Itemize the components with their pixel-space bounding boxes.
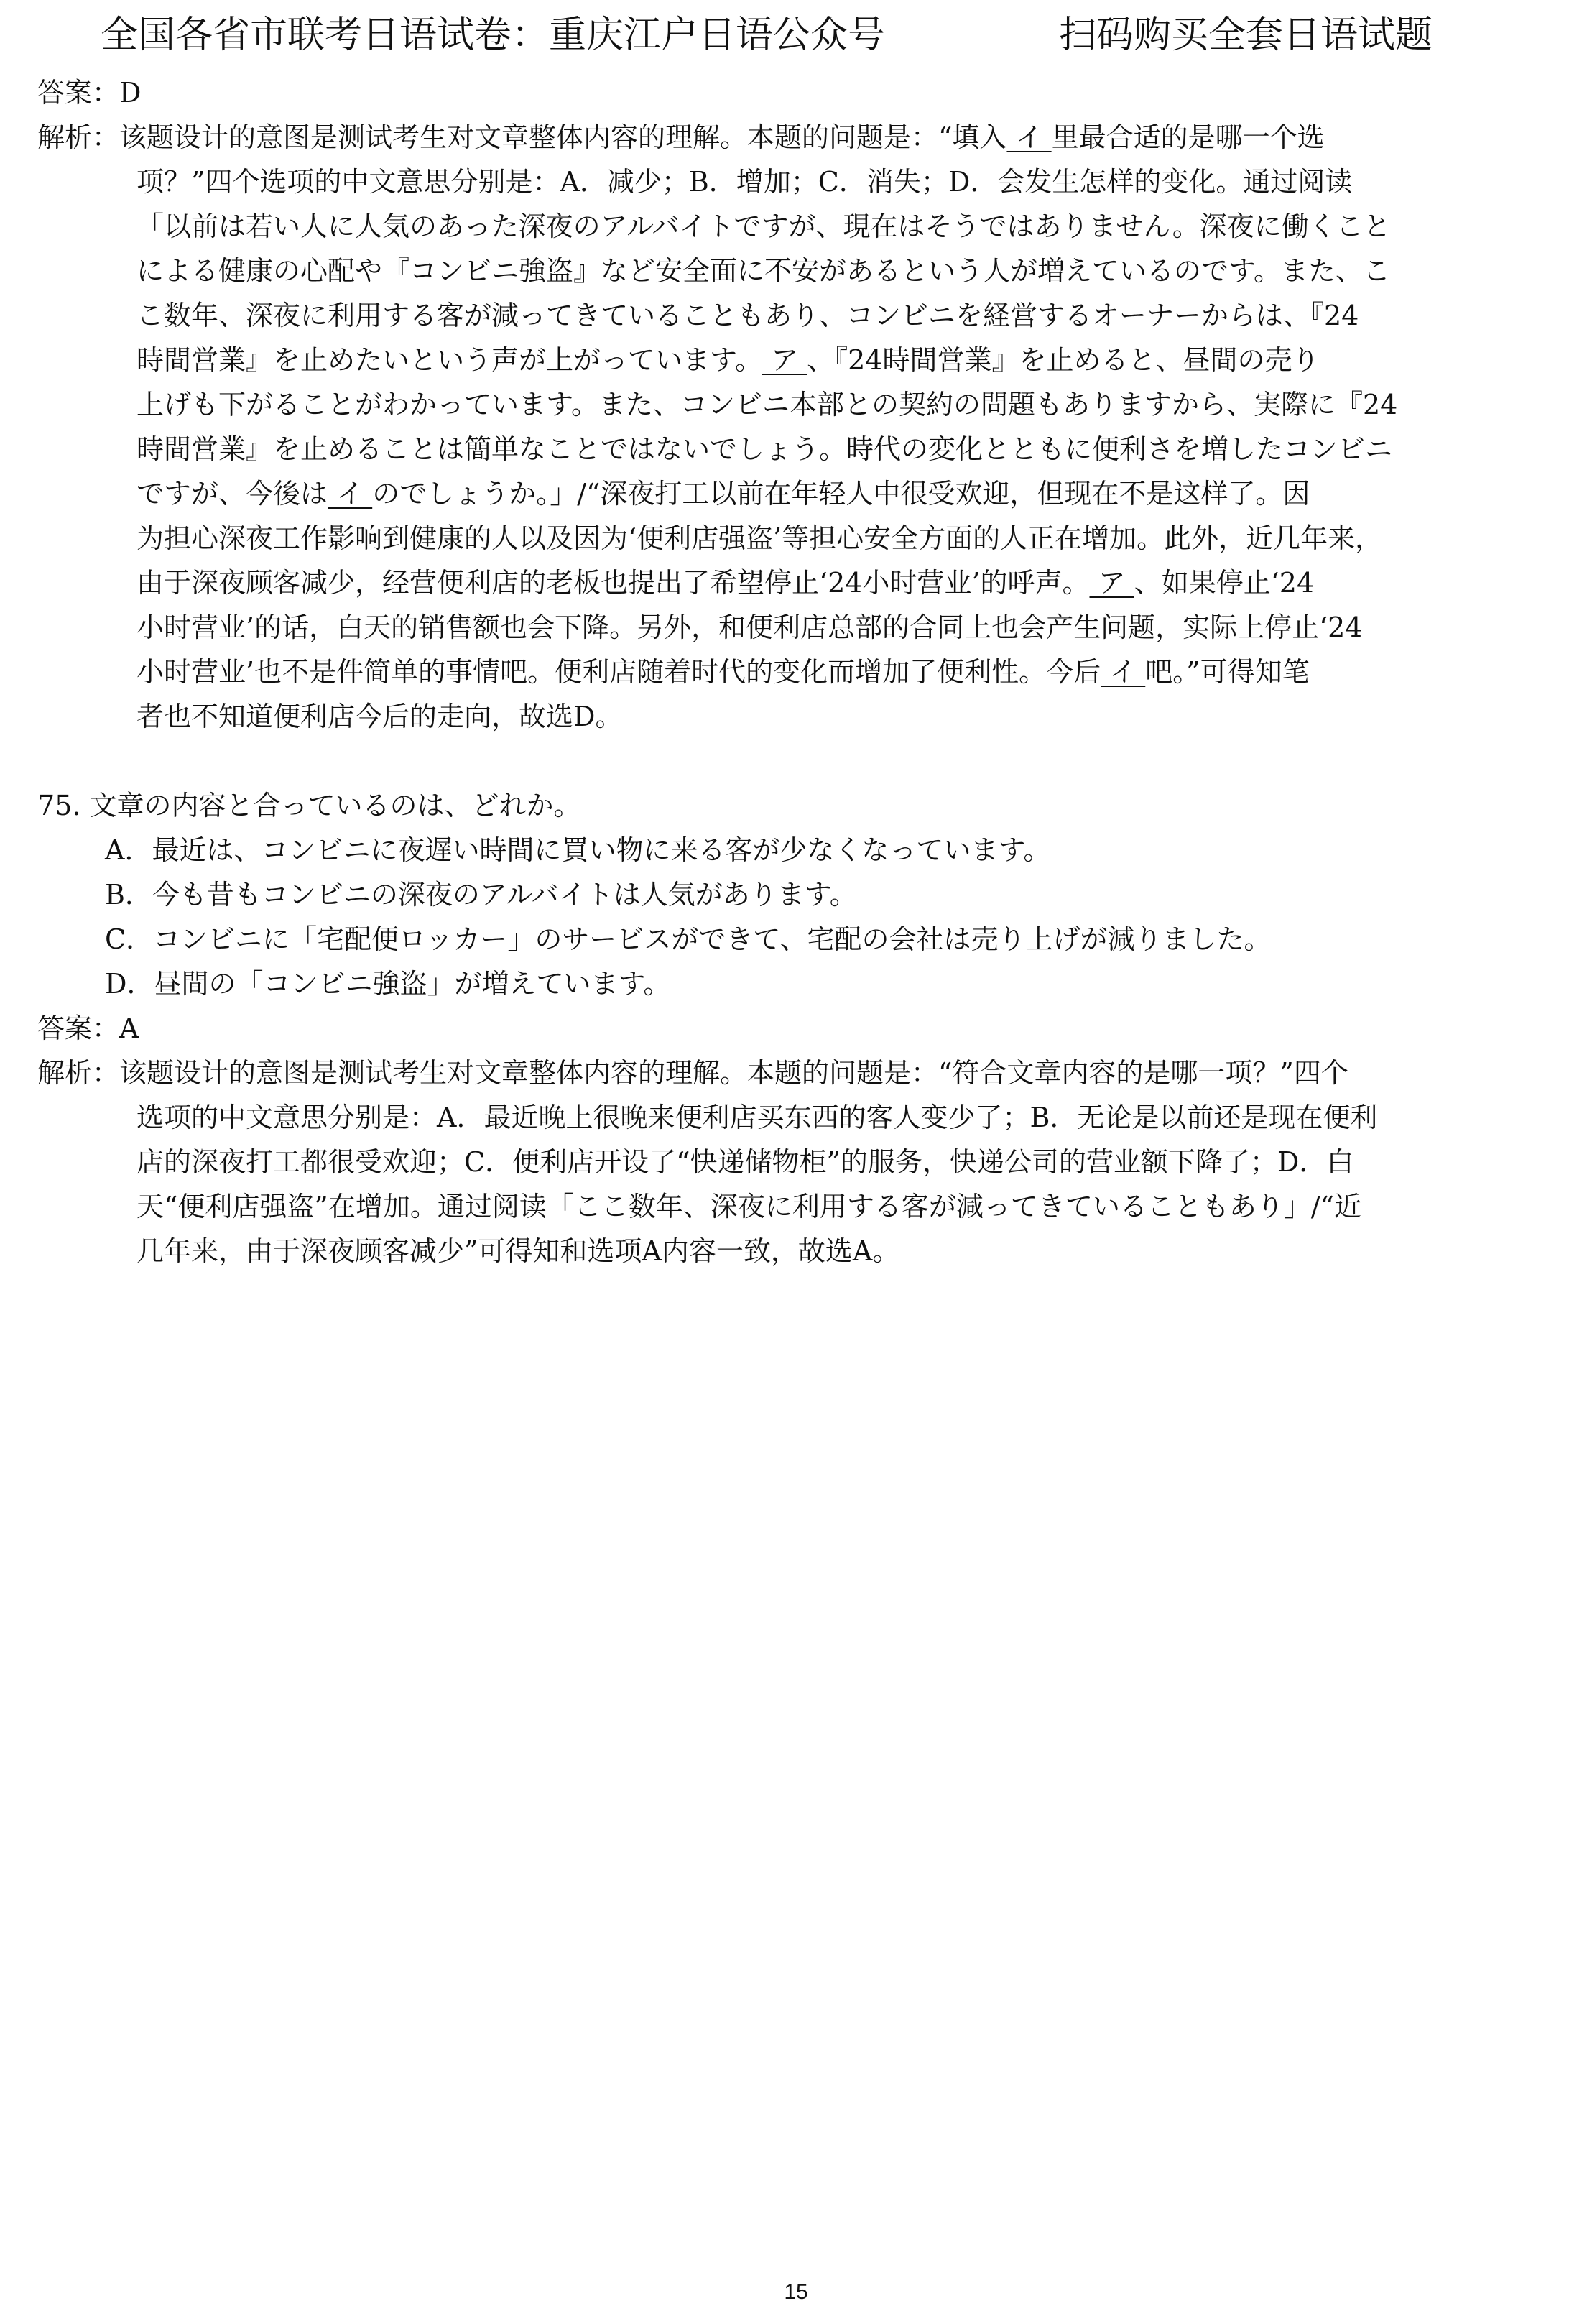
blank-i: イ xyxy=(328,478,373,509)
explanation-line xyxy=(37,561,1560,605)
text-run: 、『24時間営業』を止めると、昼間の売り xyxy=(807,344,1320,376)
explanation-line: 解析：该题设计的意图是测试考生对文章整体内容的理解。本题的问题是：“符合文章内容的是哪一项？”四个 xyxy=(37,1057,1348,1089)
explanation-line: 上げも下がることがわかっています。また、コンビニ本部との契約の問題もありますから、実際に『24 xyxy=(136,389,1398,420)
blank-i: イ xyxy=(1101,656,1146,688)
text-run: 吧。”可得知笔 xyxy=(1145,656,1310,688)
explanation-line xyxy=(37,115,1560,160)
text-run: 、如果停止‘24 xyxy=(1134,567,1315,599)
explanation-line: 店的深夜打工都很受欢迎；C．便利店开设了“快递储物柜”的服务，快递公司的营业额下降了；D．白 xyxy=(136,1146,1354,1178)
text-run: 時間営業』を止めたいという声が上がっています。 xyxy=(136,344,762,376)
q74-answer: 答案：D xyxy=(37,77,142,109)
q74-explanation xyxy=(37,115,1560,739)
explanation-line: 「以前は若い人に人気のあった深夜のアルバイトですが、現在はそうではありません。深夜に働くこと xyxy=(136,211,1391,242)
section-spacer xyxy=(37,739,1560,783)
explanation-line: 几年来，由于深夜顾客减少”可得知和选项A内容一致，故选A。 xyxy=(136,1235,900,1267)
explanation-line xyxy=(37,338,1560,382)
explanation-line: 为担心深夜工作影响到健康的人以及因为‘便利店强盗’等担心安全方面的人正在增加。此外，近几年来， xyxy=(136,522,1383,554)
page-number: 15 xyxy=(784,2280,808,2304)
explanation-line: 项？”四个选项的中文意思分别是：A．减少；B．增加；C．消失；D．会发生怎样的变化。通过阅读 xyxy=(136,166,1353,198)
explanation-line: 选项的中文意思分别是：A．最近晚上很晚来便利店买东西的客人变少了；B．无论是以前还是现在便利 xyxy=(136,1102,1378,1133)
q75-option-c: C．コンビニに「宅配便ロッカー」のサービスができて、宅配の会社は売り上げが減りました。 xyxy=(105,923,1272,955)
explanation-line: 天“便利店强盗”在增加。通过阅读「ここ数年、深夜に利用する客が減ってきていることもあり」/“近 xyxy=(136,1191,1362,1222)
text-run: 解析：该题设计的意图是测试考生对文章整体内容的理解。本题的问题是：“填入 xyxy=(37,121,1007,153)
blank-i: イ xyxy=(1006,121,1052,153)
explanation-line xyxy=(37,650,1560,694)
explanation-line xyxy=(37,471,1560,516)
explanation-line: 時間営業』を止めることは簡単なことではないでしょう。時代の変化とともに便利さを増したコンビニ xyxy=(136,433,1393,465)
text-run: のでしょうか。」/“深夜打工以前在年轻人中很受欢迎，但现在不是这样了。因 xyxy=(372,478,1310,509)
explanation-line: 小时营业’的话，白天的销售额也会下降。另外，和便利店总部的合同上也会产生问题，实际上停止‘24 xyxy=(136,612,1363,643)
q75-option-d: D．昼間の「コンビニ強盗」が増えています。 xyxy=(105,968,671,1000)
explanation-line: による健康の心配や『コンビニ強盗』など安全面に不安があるという人が増えているのです。また、こ xyxy=(136,255,1390,287)
blank-a: ア xyxy=(762,344,807,376)
header-title: 全国各省市联考日语试卷：重庆江户日语公众号 xyxy=(101,14,886,57)
q75-question: 75. 文章の内容と合っているのは、どれか。 xyxy=(37,790,581,821)
text-run: 里最合适的是哪一个选 xyxy=(1051,121,1325,153)
text-run: 由于深夜顾客减少，经营便利店的老板也提出了希望停止‘24小时营业’的呼声。 xyxy=(136,567,1090,599)
document-body xyxy=(37,70,1560,1273)
blank-a: ア xyxy=(1089,567,1134,599)
text-run: 小时营业’也不是件简单的事情吧。便利店随着时代的变化而增加了便利性。今后 xyxy=(136,656,1101,688)
header-promo: 扫码购买全套日语试题 xyxy=(1059,14,1433,57)
q75-explanation xyxy=(37,1051,1560,1273)
page-header xyxy=(0,10,1592,60)
q75-option-b: B．今も昔もコンビニの深夜のアルバイトは人気があります。 xyxy=(105,879,857,910)
q75-answer: 答案：A xyxy=(37,1013,139,1044)
explanation-line: こ数年、深夜に利用する客が減ってきていることもあり、コンビニを経営するオーナーからは、『24 xyxy=(136,300,1359,331)
q75-option-a: A．最近は、コンビニに夜遅い時間に買い物に来る客が少なくなっています。 xyxy=(105,834,1051,866)
text-run: ですが、今後は xyxy=(136,478,328,509)
explanation-line: 者也不知道便利店今后的走向，故选D。 xyxy=(136,701,623,732)
